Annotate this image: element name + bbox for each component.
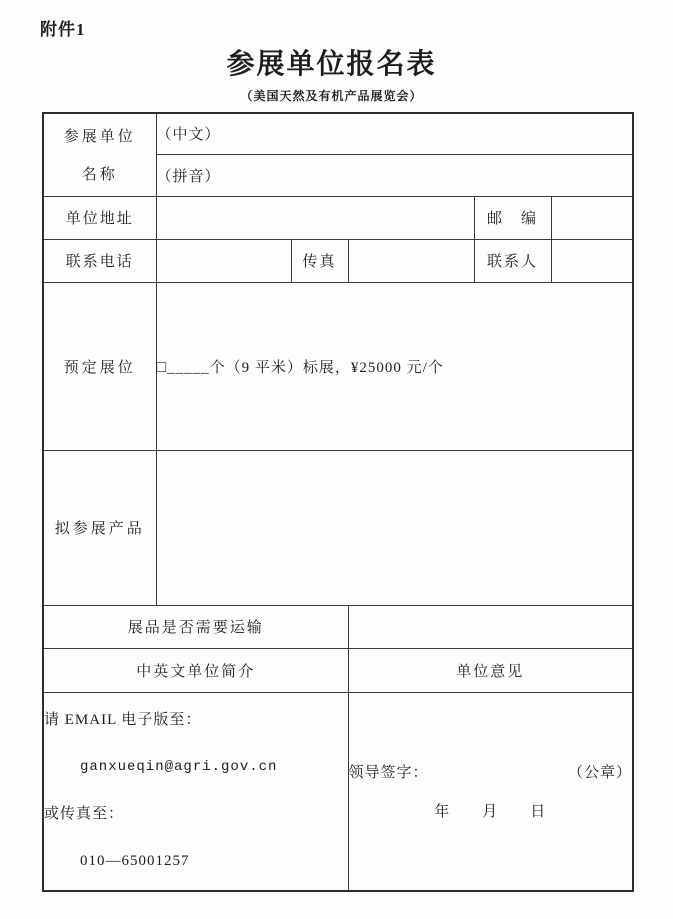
shipping-value-cell (348, 605, 633, 648)
form-title: 参展单位报名表 (226, 49, 437, 80)
date-line: 年 月 日 (434, 804, 547, 821)
tel-label: 联系电话 (43, 239, 156, 282)
products-label: 拟参展产品 (43, 450, 156, 605)
table-row (43, 239, 633, 282)
unit-name-label-line2: 名称 (81, 167, 118, 184)
products-value-cell (156, 450, 633, 605)
booth-option-text: 个（9 平米）标展，¥25000 元/个 (209, 359, 444, 376)
contact-person-label: 联系人 (474, 239, 551, 282)
attachment-label: 附件1 (40, 20, 86, 39)
unit-name-label-cell (43, 113, 156, 196)
table-row (43, 692, 633, 891)
unit-name-pinyin-cell (156, 154, 633, 196)
table-row (43, 605, 633, 648)
form-subtitle: （美国天然及有机产品展览会） (240, 89, 423, 103)
fax-value-cell (348, 239, 474, 282)
pinyin-prefix-label: （拼音） (156, 168, 221, 185)
checkbox-glyph: □ (156, 358, 168, 376)
submit-instructions-cell (43, 692, 348, 891)
address-value-cell (156, 196, 474, 239)
unit-name-chinese-cell (156, 113, 633, 154)
fax-number: 010—65001257 (80, 853, 190, 870)
signature-cell (348, 692, 633, 891)
tel-value-cell (156, 239, 291, 282)
booth-option-cell (156, 282, 633, 450)
chinese-prefix-label: （中文） (156, 127, 221, 144)
official-seal-label: （公章） (568, 765, 633, 782)
table-row (43, 450, 633, 605)
leader-signature-label: 领导签字： (348, 765, 429, 782)
opinion-label: 单位意见 (348, 648, 633, 692)
registration-table (42, 112, 634, 892)
email-prompt: 请 EMAIL 电子版至： (44, 712, 202, 729)
unit-name-label-line1: 参展单位 (63, 129, 136, 146)
table-row (43, 648, 633, 692)
shipping-label: 展品是否需要运输 (43, 605, 348, 648)
email-address: ganxueqin@agri.gov.cn (80, 759, 278, 776)
address-label: 单位地址 (43, 196, 156, 239)
fax-prompt: 或传真至： (44, 806, 125, 823)
table-row (43, 282, 633, 450)
table-row (43, 196, 633, 239)
zip-value-cell (551, 196, 633, 239)
profile-label: 中英文单位简介 (43, 648, 348, 692)
booth-blank-line: _____ (167, 359, 210, 376)
fax-label: 传真 (291, 239, 348, 282)
zip-label: 邮 编 (474, 196, 551, 239)
contact-person-value-cell (551, 239, 633, 282)
table-row (43, 113, 633, 154)
booth-label: 预定展位 (43, 282, 156, 450)
